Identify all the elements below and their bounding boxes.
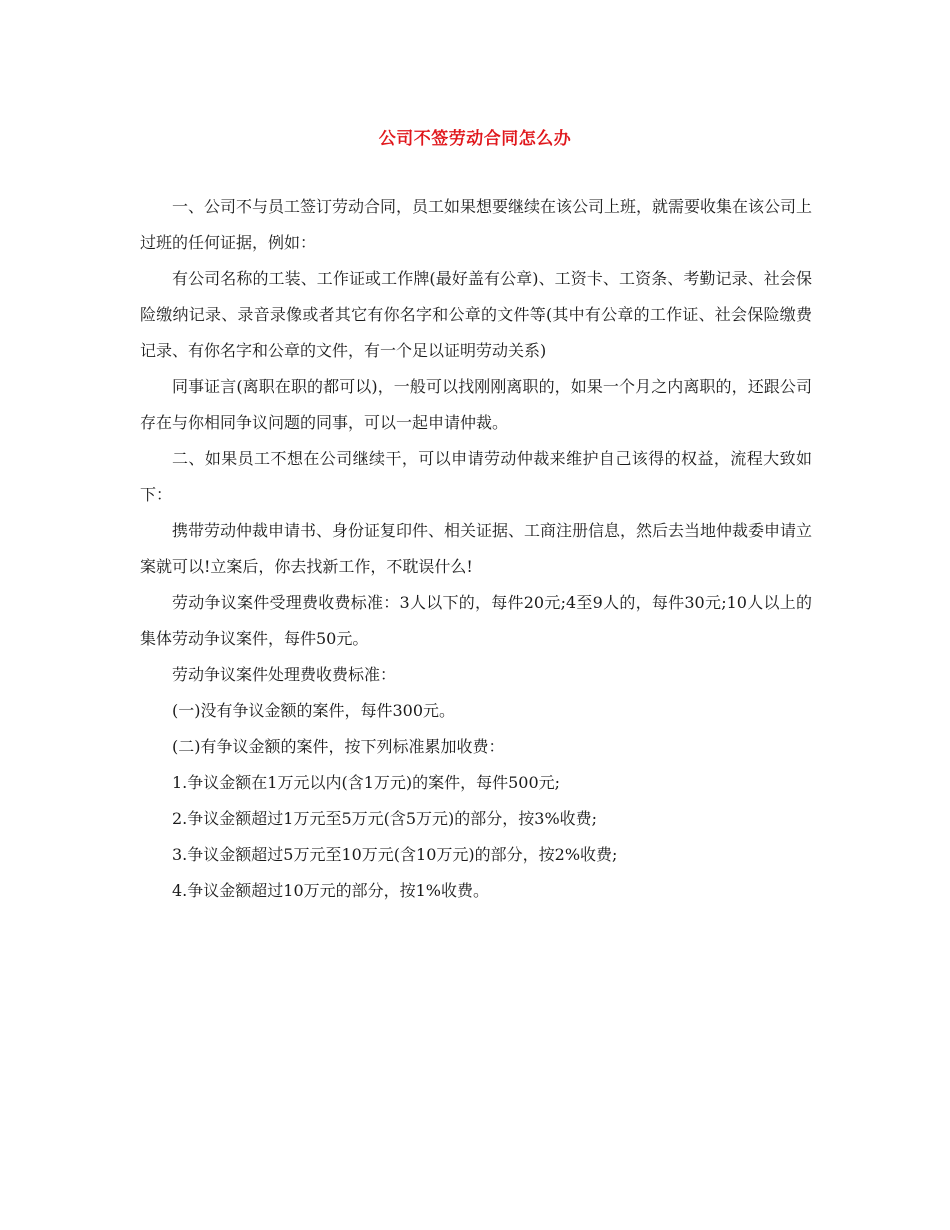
fee-item-2: 2.争议金额超过1万元至5万元(含5万元)的部分，按3%收费; [172, 809, 598, 828]
list-item-2: (二)有争议金额的案件，按下列标准累加收费： [172, 737, 505, 756]
paragraph-1: 一、公司不与员工签订劳动合同，员工如果想要继续在该公司上班，就需要收集在该公司上过班的任何证据，例如： [140, 197, 813, 252]
fee-item-3: 3.争议金额超过5万元至10万元(含10万元)的部分，按2%收费; [172, 845, 618, 864]
paragraph-4: 二、如果员工不想在公司继续干，可以申请劳动仲裁来维护自己该得的权益，流程大致如下： [140, 449, 812, 504]
document-title: 公司不签劳动合同怎么办 [378, 129, 572, 149]
paragraph-6: 劳动争议案件受理费收费标准：3人以下的，每件20元;4至9人的，每件30元;10人以上的集体劳动争议案件，每件50元。 [140, 593, 812, 648]
fee-item-4: 4.争议金额超过10万元的部分，按1%收费。 [172, 881, 490, 900]
document-body [140, 189, 812, 909]
fee-item-1: 1.争议金额在1万元以内(含1万元)的案件，每件500元; [172, 773, 561, 792]
paragraph-5: 携带劳动仲裁申请书、身份证复印件、相关证据、工商注册信息，然后去当地仲裁委申请立案就可以!立案后，你去找新工作，不耽误什么! [140, 521, 813, 576]
paragraph-3: 同事证言(离职在职的都可以)，一般可以找刚刚离职的，如果一个月之内离职的，还跟公司存在与你相同争议问题的同事，可以一起申请仲裁。 [140, 377, 812, 432]
list-item-1: (一)没有争议金额的案件，每件300元。 [172, 701, 456, 720]
paragraph-7: 劳动争议案件处理费收费标准： [172, 665, 397, 684]
paragraph-2: 有公司名称的工装、工作证或工作牌(最好盖有公章)、工资卡、工资条、考勤记录、社会保险缴纳记录、录音录像或者其它有你名字和公章的文件等(其中有公章的工作证、社会保险缴费记录、有你名字和公章的文件，有一个足以证明劳动关系) [140, 269, 812, 360]
